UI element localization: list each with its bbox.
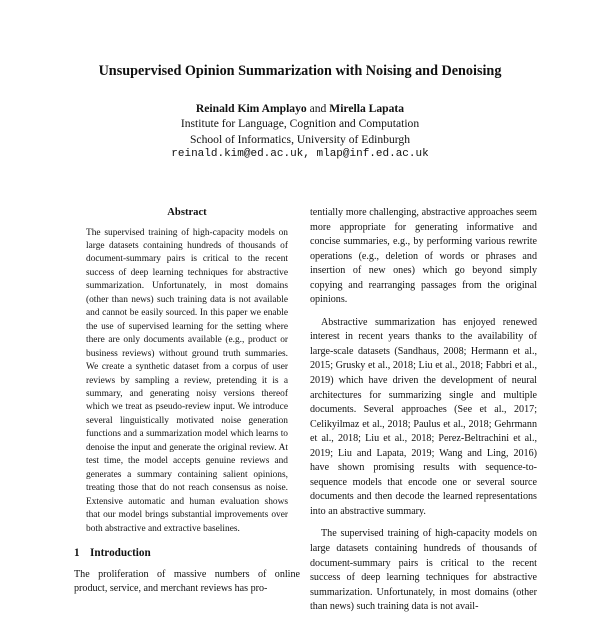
author-1: Reinald Kim Amplayo [195,102,307,115]
paragraph-continued: tentially more challenging, abstractive approaches seem more appropriate for generating informative and concise summaries, e.g., by performing various rewrite operations (e.g., deletion of words or phrases and insertion of new ones) which go beyond simply copying and rearranging passages from the original opinions. [310,207,537,306]
author-names [0,101,600,116]
paragraph-abstractive-summarization: Abstractive summarization has enjoyed renewed interest in recent years thanks to the availability of large-scale datasets (Sandhaus, 2008; Hermann et al., 2015; Grusky et al., 2018; Liu et al., 2018; Fabbri et al., 2019) which have driven the development of neural architectures for summarizing single and multiple documents. Several approaches (See et al., 2017; Celikyilmaz et al., 2018; Paulus et al., 2018; Gehrmann et al., 2018; Liu et al., 2018; Perez-Beltrachini et al., 2019; Liu and Lapata, 2019; Wang and Ling, 2016) have shown promising results with sequence-to-sequence models that encode one or several source documents and then decode the learned representations into an abstractive summary. [310,316,537,517]
author-2: Mirella Lapata [329,102,405,115]
section-heading-introduction [74,546,300,561]
paper-title: Unsupervised Opinion Summarization with Noising and Denoising [98,63,502,79]
author-conjunction: and [309,102,327,115]
introduction-paragraph: The proliferation of massive numbers of online product, service, and merchant reviews has pro- [74,568,300,594]
author-emails: reinald.kim@ed.ac.uk, mlap@inf.ed.ac.uk [171,148,429,161]
affiliation-2: School of Informatics, University of Edinburgh [189,132,411,146]
left-column [74,206,300,596]
paragraph-supervised-training: The supervised training of high-capacity models on large datasets containing hundreds of thousands of document-summary pairs is critical to the recent success of deep learning techniques for abstractive summarization. Unfortunately, in most domains (other than news) such training data is not avail- [310,528,537,613]
abstract-heading: Abstract [167,207,207,218]
affiliation-1: Institute for Language, Cognition and Computation [180,117,420,131]
abstract-text: The supervised training of high-capacity models on large datasets containing hundreds of thousands of document-summary pairs is critical to the recent success of deep learning techniques for abstractive summarization. Unfortunately, in most domains (other than news) such training data is not available and cannot be easily sourced. In this paper we enable the use of supervised learning for the setting where there are only documents available (e.g., product or business reviews) without ground truth summaries. We create a synthetic dataset from a corpus of user reviews by sampling a review, pretending it is a summary, and generating noisy versions thereof which we treat as pseudo-review input. We introduce several linguistically motivated noise generation functions and a summarization model which learns to denoise the input and generate the original review. At test time, the model accepts genuine reviews and generates a summary containing salient opinions, treating those that do not reach consensus as noise. Extensive automatic and human evaluation shows that our model brings substantial improvements over both abstractive and extractive baselines. [86,227,288,534]
section-number: 1 [74,546,80,559]
section-title: Introduction [90,546,151,559]
right-column [310,206,537,623]
author-block [0,101,600,163]
